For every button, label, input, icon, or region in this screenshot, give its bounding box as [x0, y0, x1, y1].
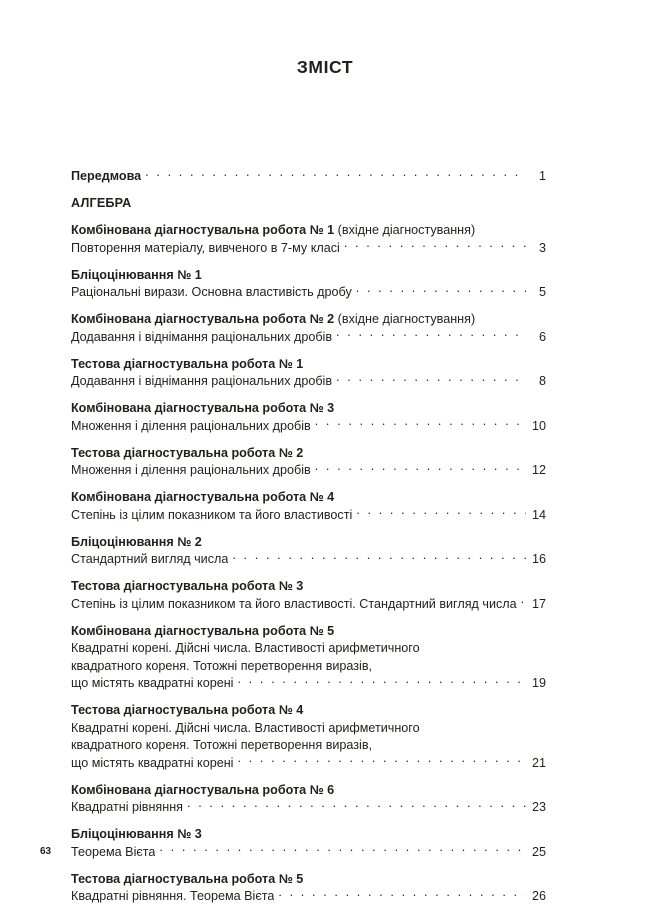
toc-entry-title-line[interactable]: [71, 222, 546, 240]
toc-entry-subtitle: Додавання і віднімання раціональних дробів: [71, 374, 333, 388]
toc-entry-title-line[interactable]: [71, 356, 546, 374]
toc-entry[interactable]: [71, 445, 546, 480]
toc-entry-title-line[interactable]: [71, 702, 546, 720]
toc-entry-subtitle: Повторення матеріалу, вивченого в 7-му класі: [71, 240, 340, 255]
toc-entry-line[interactable]: [71, 418, 546, 436]
toc-entry-subtitle: Теорема Вієта: [71, 844, 156, 859]
toc-entry-line[interactable]: [71, 507, 546, 525]
toc-entry-title: Комбінована діагностувальна робота № 1: [71, 223, 335, 237]
toc-entry-subtitle: що містять квадратні корені: [71, 676, 234, 690]
toc-entry-title-line[interactable]: [71, 623, 546, 641]
toc-entry[interactable]: [71, 534, 546, 569]
dot-leader: [344, 240, 526, 252]
toc-page-number[interactable]: 26: [531, 889, 546, 903]
toc-entry[interactable]: [71, 702, 546, 772]
toc-entry-title-line[interactable]: [71, 489, 546, 507]
dot-leader: [336, 373, 526, 385]
page-title: ЗМІСТ: [296, 57, 354, 77]
toc-entry-title: Тестова діагностувальна робота № 3: [71, 579, 304, 593]
toc-entry-line[interactable]: [71, 799, 546, 817]
dot-leader: [145, 168, 526, 180]
dot-leader: [356, 284, 526, 296]
toc-entry[interactable]: [71, 623, 546, 693]
toc-entry[interactable]: [71, 782, 546, 817]
toc-entry-subtitle: Квадратні рівняння. Теорема Вієта: [71, 889, 275, 903]
toc-page-number[interactable]: 16: [531, 552, 546, 566]
dot-leader: [521, 596, 526, 608]
toc-entry-title: Комбінована діагностувальна робота № 3: [71, 401, 335, 415]
toc-entry-line[interactable]: [71, 551, 546, 569]
toc-entry-title: Тестова діагностувальна робота № 4: [71, 703, 304, 717]
toc-entry-line[interactable]: [71, 284, 546, 302]
dot-leader: [159, 844, 526, 856]
dot-leader: [315, 418, 526, 430]
toc-entry-title-note: (вхідне діагностування): [334, 223, 476, 237]
toc-entry-line[interactable]: [71, 755, 546, 773]
toc-entry[interactable]: [71, 871, 546, 906]
toc-entry-line[interactable]: [71, 462, 546, 480]
toc-entry-title-line[interactable]: [71, 445, 546, 463]
toc-entry-title-note: (вхідне діагностування): [334, 312, 476, 326]
dot-leader: [232, 551, 526, 563]
toc-entry-line[interactable]: [71, 888, 546, 906]
toc-page-number[interactable]: 21: [531, 755, 546, 770]
dot-leader: [278, 888, 526, 900]
toc-entry-subtitle: Додавання і віднімання раціональних дробів: [71, 329, 333, 344]
toc-entry-subtitle: Множення і ділення раціональних дробів: [71, 463, 311, 477]
toc-entry-title: Тестова діагностувальна робота № 1: [71, 356, 304, 371]
toc-entry-subtitle-line: Квадратні корені. Дійсні числа. Властивості арифметичного: [71, 641, 420, 655]
toc-entry-line[interactable]: [71, 240, 546, 258]
toc-entry[interactable]: [71, 489, 546, 524]
toc-entry[interactable]: [71, 356, 546, 391]
toc-page-number[interactable]: 1: [538, 169, 546, 183]
toc-entry-title-line[interactable]: [71, 782, 546, 800]
toc-entry-title: Комбінована діагностувальна робота № 5: [71, 623, 335, 638]
toc-entry-subtitle: Степінь із цілим показником та його властивості: [71, 507, 353, 522]
toc-entry-line[interactable]: [71, 168, 546, 186]
toc-entry-title-line[interactable]: [71, 826, 546, 844]
toc-entry-line[interactable]: [71, 329, 546, 347]
toc-entry-subtitle: Раціональні вирази. Основна властивість дробу: [71, 285, 352, 299]
toc-entry-subtitle: Квадратні рівняння: [71, 800, 183, 814]
toc-entry[interactable]: [71, 826, 546, 861]
dot-leader: [336, 329, 526, 341]
toc-entry-subtitle: Стандартний вигляд числа: [71, 552, 229, 566]
toc-page-number[interactable]: 10: [531, 418, 546, 433]
toc-page-number[interactable]: 12: [531, 463, 546, 477]
dot-leader: [237, 675, 526, 687]
toc-entry[interactable]: [71, 311, 546, 346]
toc-page-number[interactable]: 5: [538, 285, 546, 299]
toc-entry-title: Тестова діагностувальна робота № 2: [71, 445, 304, 460]
toc-entry-subtitle-line: квадратного кореня. Тотожні перетворення виразів,: [71, 738, 373, 752]
toc-entry-title-line[interactable]: [71, 578, 546, 596]
toc-entry-subtitle: Множення і ділення раціональних дробів: [71, 418, 311, 433]
toc-entry-subtitle: що містять квадратні корені: [71, 755, 234, 770]
toc-entry-title-line[interactable]: [71, 267, 546, 285]
toc-entry-title: Комбінована діагностувальна робота № 6: [71, 782, 335, 797]
dot-leader: [187, 799, 526, 811]
toc-entry-title-line[interactable]: [71, 534, 546, 552]
table-of-contents: [71, 168, 546, 915]
toc-entry-subtitle: Степінь із цілим показником та його властивості. Стандартний вигляд числа: [71, 596, 517, 611]
toc-entry[interactable]: [71, 168, 546, 186]
toc-entry-title: Комбінована діагностувальна робота № 2: [71, 312, 335, 326]
toc-entry-title: Комбінована діагностувальна робота № 4: [71, 490, 335, 504]
toc-entry-title: Передмова: [71, 169, 142, 183]
dot-leader: [237, 755, 526, 767]
toc-page-number[interactable]: 19: [531, 676, 546, 690]
toc-entry-subtitle-line: Квадратні корені. Дійсні числа. Властивості арифметичного: [71, 720, 420, 735]
toc-entry-line[interactable]: [71, 675, 546, 693]
toc-entry-title: Бліцоцінювання № 2: [71, 534, 202, 549]
toc-entry-line[interactable]: [71, 844, 546, 862]
toc-section-heading: АЛГЕБРА: [71, 196, 132, 210]
toc-entry-title-line[interactable]: [71, 311, 546, 329]
toc-page-number[interactable]: 23: [531, 800, 546, 814]
toc-page-number[interactable]: 14: [531, 507, 546, 522]
toc-entry-line[interactable]: [71, 596, 546, 614]
toc-entry-line[interactable]: [71, 373, 546, 391]
folio-page-number: 63: [40, 846, 52, 857]
toc-page-number[interactable]: 8: [538, 374, 546, 388]
dot-leader: [315, 462, 526, 474]
toc-page-number[interactable]: 25: [531, 844, 546, 859]
toc-entry[interactable]: [71, 267, 546, 302]
toc-entry[interactable]: [71, 400, 546, 435]
toc-page-number[interactable]: 3: [538, 240, 546, 255]
toc-entry-title: Бліцоцінювання № 3: [71, 827, 202, 841]
toc-page-number[interactable]: 6: [538, 329, 546, 344]
toc-page-number[interactable]: 17: [531, 596, 546, 611]
toc-entry[interactable]: [71, 578, 546, 613]
toc-entry[interactable]: [71, 222, 546, 257]
toc-entry-title-line[interactable]: [71, 400, 546, 418]
toc-entry-subtitle-line: квадратного кореня. Тотожні перетворення виразів,: [71, 658, 373, 673]
dot-leader: [356, 507, 526, 519]
toc-entry-title-line[interactable]: [71, 871, 546, 889]
toc-entry-title: Тестова діагностувальна робота № 5: [71, 871, 304, 886]
toc-entry-title: Бліцоцінювання № 1: [71, 267, 202, 282]
